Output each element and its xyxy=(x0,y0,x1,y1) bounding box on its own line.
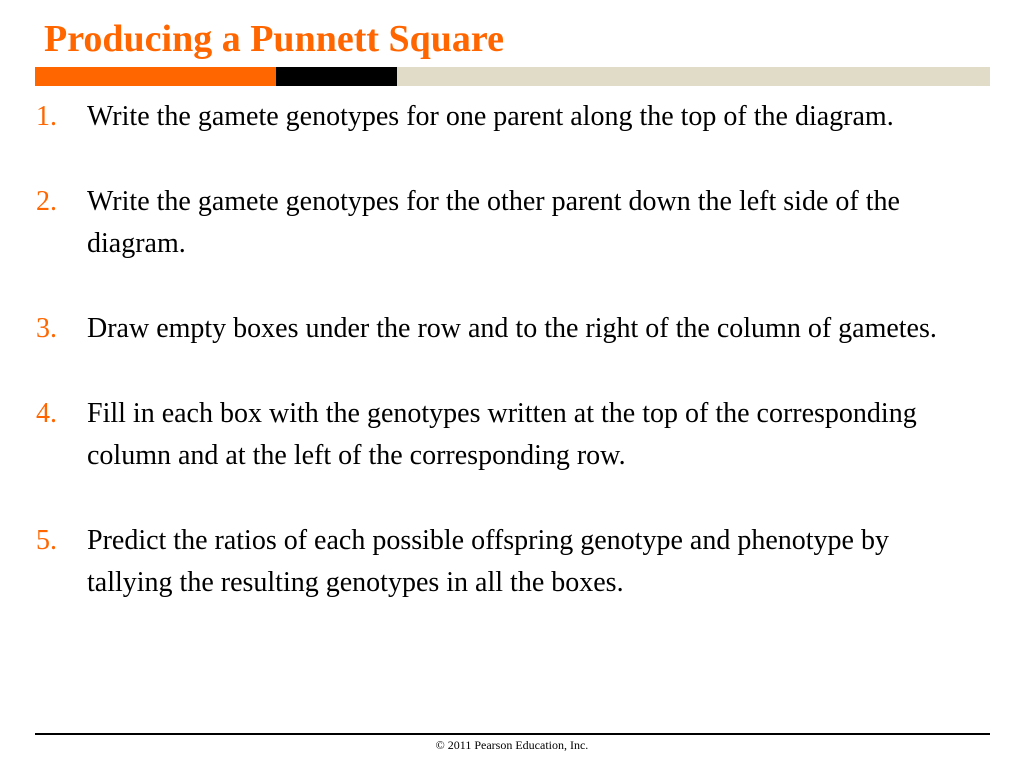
title-underline-bar xyxy=(35,67,990,86)
step-item-3 xyxy=(36,308,976,350)
step-number: 1. xyxy=(36,101,57,132)
step-text: Write the gamete genotypes for the other parent down the left side of the diagram. xyxy=(87,186,900,259)
step-item-2 xyxy=(36,181,976,265)
step-number: 4. xyxy=(36,398,57,429)
step-text: Write the gamete genotypes for one parent along the top of the diagram. xyxy=(87,101,894,132)
step-item-1 xyxy=(36,96,976,138)
step-item-4 xyxy=(36,393,976,477)
copyright-footer: © 2011 Pearson Education, Inc. xyxy=(435,738,589,752)
step-text: Predict the ratios of each possible offspring genotype and phenotype by tallying the resulting genotypes in all the boxes. xyxy=(87,525,889,598)
step-number: 2. xyxy=(36,186,57,217)
step-number: 3. xyxy=(36,313,57,344)
step-text: Fill in each box with the genotypes written at the top of the corresponding column and at the left of the corresponding row. xyxy=(87,398,917,471)
step-number: 5. xyxy=(36,525,57,556)
bar-segment-beige xyxy=(397,67,990,86)
step-text: Draw empty boxes under the row and to the right of the column of gametes. xyxy=(87,313,937,344)
footer-divider xyxy=(35,733,990,735)
steps-list xyxy=(36,96,976,604)
bar-segment-orange xyxy=(35,67,276,86)
slide-title: Producing a Punnett Square xyxy=(44,18,504,60)
step-item-5 xyxy=(36,520,976,604)
bar-segment-black xyxy=(276,67,397,86)
